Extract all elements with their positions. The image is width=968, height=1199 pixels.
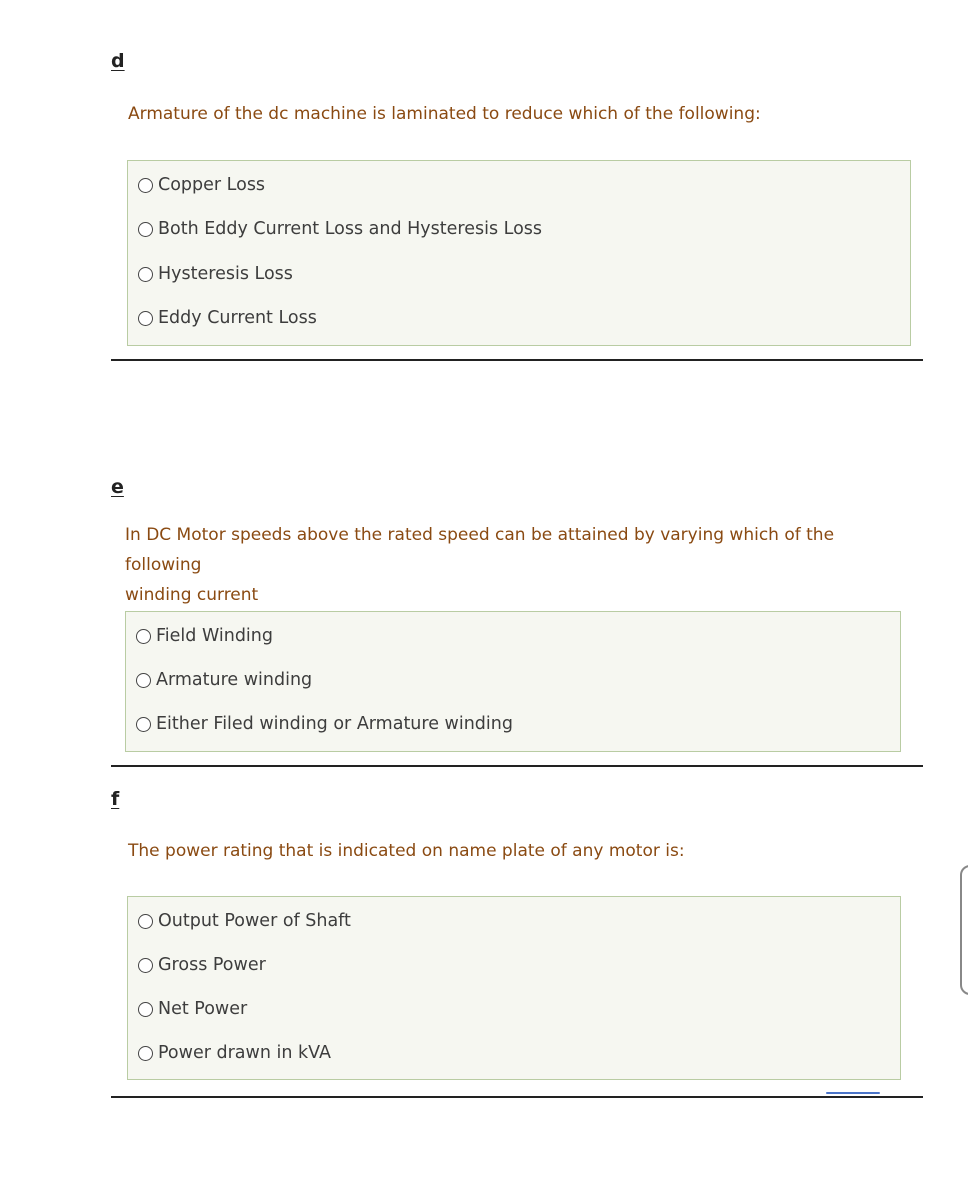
divider xyxy=(111,765,923,767)
divider xyxy=(111,1096,923,1098)
side-handle[interactable] xyxy=(960,865,968,995)
radio-icon[interactable] xyxy=(138,178,153,193)
option-label: Power drawn in kVA xyxy=(158,1043,331,1063)
radio-icon[interactable] xyxy=(138,267,153,282)
option-label: Armature winding xyxy=(156,670,313,690)
question-text-e-line1: In DC Motor speeds above the rated speed can be attained by varying which of the following xyxy=(125,525,835,575)
option-field-winding[interactable] xyxy=(136,626,273,646)
options-box-e xyxy=(125,611,901,752)
option-label: Eddy Current Loss xyxy=(158,308,317,328)
options-box-f xyxy=(127,896,901,1080)
option-label: Field Winding xyxy=(156,626,273,646)
option-label: Both Eddy Current Loss and Hysteresis Loss xyxy=(158,219,543,239)
option-gross-power[interactable] xyxy=(138,955,266,975)
option-either-winding[interactable] xyxy=(136,714,513,734)
radio-icon[interactable] xyxy=(138,914,153,929)
option-copper-loss[interactable] xyxy=(138,175,265,195)
option-power-drawn-kva[interactable] xyxy=(138,1043,331,1063)
option-label: Either Filed winding or Armature winding xyxy=(156,714,513,734)
question-label-f: f xyxy=(111,788,120,810)
option-net-power[interactable] xyxy=(138,999,247,1019)
option-armature-winding[interactable] xyxy=(136,670,312,690)
question-text-e-line2: winding current xyxy=(125,585,259,605)
options-box-d xyxy=(127,160,911,346)
question-label-e: e xyxy=(111,476,124,498)
question-label-d: d xyxy=(111,50,125,72)
radio-icon[interactable] xyxy=(136,629,151,644)
radio-icon[interactable] xyxy=(138,222,153,237)
question-text-d: Armature of the dc machine is laminated to reduce which of the following: xyxy=(128,104,761,124)
question-text-f: The power rating that is indicated on name plate of any motor is: xyxy=(128,841,685,861)
option-eddy-current-loss[interactable] xyxy=(138,308,317,328)
scroll-indicator xyxy=(826,1092,880,1094)
radio-icon[interactable] xyxy=(138,958,153,973)
option-both-eddy-hysteresis[interactable] xyxy=(138,219,542,239)
radio-icon[interactable] xyxy=(136,717,151,732)
question-text-e xyxy=(125,520,915,610)
option-label: Copper Loss xyxy=(158,175,266,195)
option-label: Net Power xyxy=(158,999,248,1019)
radio-icon[interactable] xyxy=(136,673,151,688)
divider xyxy=(111,359,923,361)
option-label: Gross Power xyxy=(158,955,266,975)
option-label: Hysteresis Loss xyxy=(158,264,293,284)
radio-icon[interactable] xyxy=(138,1002,153,1017)
option-label: Output Power of Shaft xyxy=(158,911,351,931)
option-hysteresis-loss[interactable] xyxy=(138,264,293,284)
radio-icon[interactable] xyxy=(138,311,153,326)
option-output-power-of-shaft[interactable] xyxy=(138,911,351,931)
radio-icon[interactable] xyxy=(138,1046,153,1061)
